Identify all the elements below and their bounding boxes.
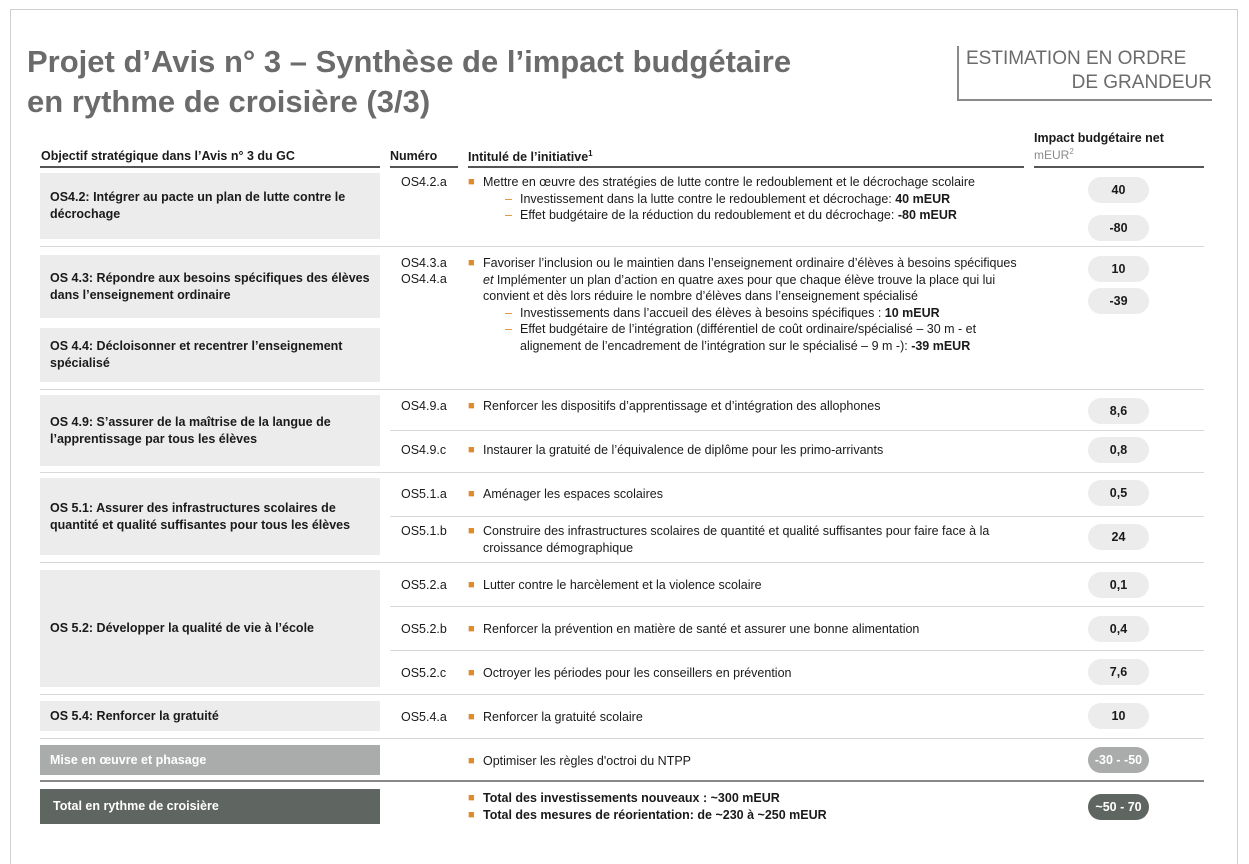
impact-os42-investment: 40	[1088, 177, 1149, 203]
objective-os44: OS 4.4: Décloisonner et recentrer l’enseignement spécialisé	[40, 328, 380, 382]
impact-os52c: 7,6	[1088, 659, 1149, 685]
initiative-os43-sub1-value: 10 mEUR	[884, 305, 940, 320]
initiative-os52b: ■ Renforcer la prévention en matière de santé et assurer une bonne alimentation	[468, 622, 920, 636]
header-rule-number	[390, 166, 458, 168]
page-title	[27, 42, 927, 122]
initiative-os49c-text: Instaurer la gratuité de l’équivalence de diplôme pour les primo-arrivants	[483, 443, 884, 457]
impact-os51b: 24	[1088, 524, 1149, 550]
number-os44a: OS4.4.a	[401, 272, 447, 286]
number-os52c: OS5.2.c	[401, 666, 447, 680]
number-os42a: OS4.2.a	[401, 175, 447, 189]
header-initiative-text: Intitulé de l’initiative	[468, 150, 589, 165]
header-unit-sup: 2	[1069, 147, 1074, 156]
impact-os49c: 0,8	[1088, 437, 1149, 463]
impact-os49a: 8,6	[1088, 398, 1149, 424]
number-os51a: OS5.1.a	[401, 487, 447, 501]
initiative-os42-sub2-value: -80 mEUR	[897, 208, 957, 222]
initiative-os43-sub1: Investissements dans l’accueil des élèves à besoins spécifiques :	[520, 305, 882, 320]
impact-mise-en-oeuvre: -30 - -50	[1088, 747, 1149, 773]
initiative-os51a: ■ Aménager les espaces scolaires	[468, 487, 663, 501]
initiative-os43-text-b: Implémenter un plan d’action en quatre axes pour que chaque élève trouve la place qui lui convient et dès lors réduire le nombre d’élèves dans l’enseignement spécialisé	[483, 272, 996, 303]
header-rule-initiative	[468, 166, 1024, 168]
total-separator	[40, 780, 1204, 782]
header-number: Numéro	[390, 149, 438, 163]
initiative-os43-sub2: Effet budgétaire de l’intégration (différentiel de coût ordinaire/spécialisé – 30 m - et alignement de l’encadrement de l’intégration sur le spécialisé – 9 m -):	[520, 322, 977, 353]
row-separator	[40, 472, 1204, 473]
number-os43a: OS4.3.a	[401, 256, 447, 270]
row-separator	[40, 246, 1204, 247]
initiative-os52a: ■ Lutter contre le harcèlement et la violence scolaire	[468, 578, 762, 592]
header-impact: Impact budgétaire net	[1034, 131, 1164, 145]
header-unit-text: mEUR	[1034, 148, 1070, 162]
objective-os54: OS 5.4: Renforcer la gratuité	[40, 701, 380, 731]
row-subseparator	[390, 650, 1204, 651]
stamp-line-1: ESTIMATION EN ORDRE	[966, 48, 1187, 69]
estimate-stamp	[957, 46, 1212, 101]
objective-os43: OS 4.3: Répondre aux besoins spécifiques des élèves dans l’enseignement ordinaire	[40, 255, 380, 318]
initiative-os42-sub1: Investissement dans la lutte contre le redoublement et décrochage:	[520, 191, 892, 206]
header-objective: Objectif stratégique dans l’Avis n° 3 du GC	[41, 149, 295, 163]
row-separator	[40, 562, 1204, 563]
number-os52a: OS5.2.a	[401, 578, 447, 592]
row-separator	[40, 389, 1204, 390]
header-rule-objective	[40, 166, 380, 168]
initiative-os49c: ■ Instaurer la gratuité de l’équivalence de diplôme pour les primo-arrivants	[468, 443, 884, 457]
objective-os51: OS 5.1: Assurer des infrastructures scolaires de quantité et qualité suffisantes pour tous les élèves	[40, 478, 380, 555]
row-subseparator	[390, 606, 1204, 607]
initiative-os54a-text: Renforcer la gratuité scolaire	[483, 710, 643, 724]
objective-mise-en-oeuvre: Mise en œuvre et phasage	[40, 745, 380, 775]
initiative-os54a: ■ Renforcer la gratuité scolaire	[468, 710, 643, 724]
row-separator	[40, 694, 1204, 695]
number-os54a: OS5.4.a	[401, 710, 447, 724]
impact-os52a: 0,1	[1088, 572, 1149, 598]
initiative-os49a: ■ Renforcer les dispositifs d’apprentissage et d’intégration des allophones	[468, 399, 881, 413]
initiative-os52c-text: Octroyer les périodes pour les conseillers en prévention	[483, 666, 792, 680]
title-line-1: Projet d’Avis n° 3 – Synthèse de l’impact budgétaire	[27, 44, 792, 79]
initiative-os43-et: et	[483, 272, 494, 287]
row-subseparator	[390, 516, 1204, 517]
initiative-os52b-text: Renforcer la prévention en matière de santé et assurer une bonne alimentation	[483, 622, 920, 636]
initiative-os43-sub2-value: -39 mEUR	[911, 338, 971, 353]
objective-total: Total en rythme de croisière	[40, 789, 380, 824]
objective-os49: OS 4.9: S’assurer de la maîtrise de la langue de l’apprentissage par tous les élèves	[40, 395, 380, 466]
objective-os42: OS4.2: Intégrer au pacte un plan de lutte contre le décrochage	[40, 173, 380, 239]
impact-os43-investment: 10	[1088, 256, 1149, 282]
initiative-mise-text: Optimiser les règles d'octroi du NTPP	[483, 754, 692, 768]
initiative-mise: ■ Optimiser les règles d'octroi du NTPP	[468, 754, 692, 768]
initiative-os51a-text: Aménager les espaces scolaires	[483, 487, 663, 501]
impact-os54a: 10	[1088, 703, 1149, 729]
impact-os43-effect: -39	[1088, 288, 1149, 314]
header-unit	[1034, 147, 1074, 162]
header-initiative	[468, 149, 593, 164]
initiative-os52c: ■ Octroyer les périodes pour les conseillers en prévention	[468, 666, 792, 680]
initiative-os52a-text: Lutter contre le harcèlement et la violence scolaire	[483, 578, 762, 592]
header-rule-impact	[1034, 166, 1204, 168]
impact-os52b: 0,4	[1088, 616, 1149, 642]
title-line-2: en rythme de croisière (3/3)	[27, 84, 431, 119]
initiative-os51b: ■ Construire des infrastructures scolaires de quantité et qualité suffisantes pour faire face à la croissance démographique	[468, 523, 1013, 556]
initiative-os42: ■ Mettre en œuvre des stratégies de lutte contre le redoublement et le décrochage scolaire – Investissement dans la lutte contre le redoublement et décrochage: 40 mEUR – Effet budgétaire de la réduction du redoublement et du décrochage: -80 mEUR	[468, 175, 975, 222]
number-os51b: OS5.1.b	[401, 524, 447, 538]
initiative-os51b-text: Construire des infrastructures scolaires de quantité et qualité suffisantes pour faire face à la croissance démographique	[483, 524, 990, 555]
row-subseparator	[390, 430, 1204, 431]
impact-os42-effect: -80	[1088, 215, 1149, 241]
impact-total: ~50 - 70	[1088, 794, 1149, 820]
number-os52b: OS5.2.b	[401, 622, 447, 636]
initiative-os49a-text: Renforcer les dispositifs d’apprentissage et d’intégration des allophones	[483, 399, 881, 413]
stamp-line-2: DE GRANDEUR	[1071, 72, 1212, 93]
objective-os52: OS 5.2: Développer la qualité de vie à l’école	[40, 570, 380, 687]
initiative-total-reorientation: Total des mesures de réorientation: de ~230 à ~250 mEUR	[483, 807, 827, 822]
number-os49a: OS4.9.a	[401, 399, 447, 413]
number-os49c: OS4.9.c	[401, 443, 447, 457]
initiative-os43: ■ Favoriser l’inclusion ou le maintien dans l’enseignement ordinaire d’élèves à besoins spécifiques et Implémenter un plan d’action en quatre axes pour que chaque élève trouve la place qui lui convient et dès lors réduire le nombre d’élèves dans l’enseignement spécialisé – Investissements dans l’accueil des élèves à besoins spécifiques : 10 mEUR – Effet budgétaire de l’intégration (différentiel de coût ordinaire/spécialisé – 30 m - et alignement de l’encadrement de l’intégration sur le spécialisé – 9 m -): -39 mEUR	[468, 256, 1017, 353]
initiative-os42-sub2: Effet budgétaire de la réduction du redoublement et du décrochage:	[520, 208, 895, 222]
initiative-total: ■ Total des investissements nouveaux : ~300 mEUR ■ Total des mesures de réorientation: de ~230 à ~250 mEUR	[468, 791, 827, 822]
header-initiative-sup: 1	[588, 149, 593, 158]
initiative-os42-sub1-value: 40 mEUR	[895, 191, 951, 206]
initiative-total-investments: Total des investissements nouveaux : ~300 mEUR	[483, 791, 780, 805]
initiative-os43-text-a: Favoriser l’inclusion ou le maintien dans l’enseignement ordinaire d’élèves à besoins spécifiques	[483, 256, 1017, 270]
row-separator	[40, 738, 1204, 739]
initiative-os42-text: Mettre en œuvre des stratégies de lutte contre le redoublement et le décrochage scolaire	[483, 175, 975, 189]
impact-os51a: 0,5	[1088, 480, 1149, 506]
